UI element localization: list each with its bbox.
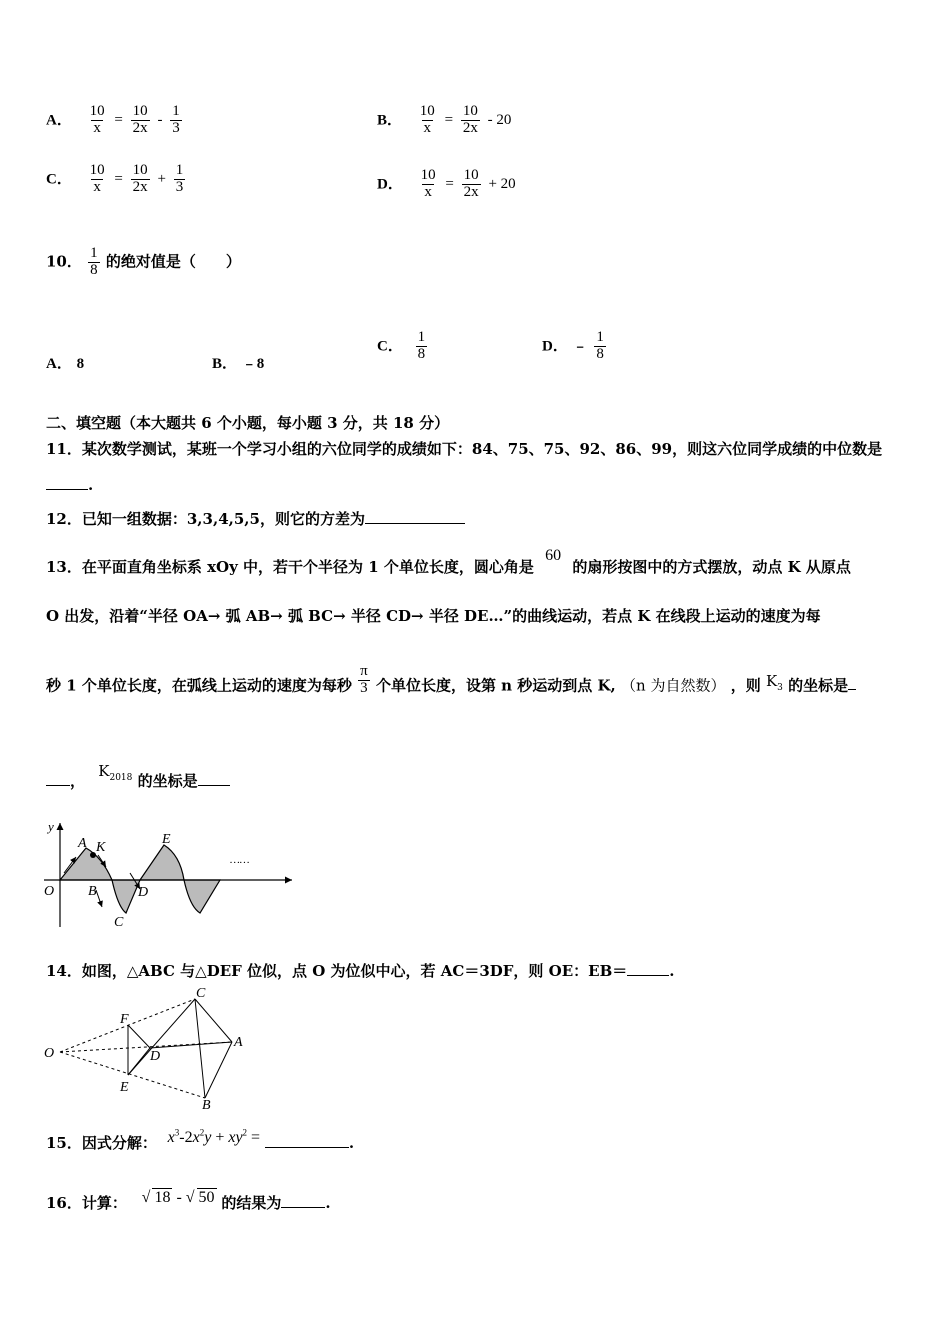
equals: = <box>114 112 123 129</box>
question-text: 的绝对值是（ ） <box>105 252 241 271</box>
equals: = <box>445 176 454 193</box>
sector-bcd <box>112 880 140 913</box>
k-subscript: 2018 <box>109 773 133 783</box>
k-subscript: 3 <box>777 683 783 694</box>
label-b: B <box>202 1098 211 1113</box>
operator: + <box>157 171 166 188</box>
q9-option-b <box>377 104 513 137</box>
period: . <box>88 476 94 494</box>
answer-blank[interactable] <box>198 771 230 786</box>
frac-den: x <box>423 119 432 136</box>
q13-line4 <box>46 762 230 793</box>
option-label: A． <box>46 112 72 129</box>
frac-num: 10 <box>89 103 105 119</box>
q16-text: 的结果为 <box>221 1194 282 1212</box>
q13-text: 的坐标是 <box>137 772 198 790</box>
label-a: A <box>234 1035 243 1050</box>
q10-option-a <box>46 352 84 373</box>
k-symbol: K <box>98 762 110 780</box>
label-o: O <box>44 884 55 899</box>
q12 <box>46 508 465 529</box>
minus-sign: ﹣ <box>572 338 588 355</box>
sector-ef <box>184 880 220 913</box>
natural-number-note: （n 为自然数） <box>621 676 726 695</box>
frac-num: π <box>360 663 368 679</box>
frac-den: 2x <box>132 178 148 195</box>
q15-expression: $x^3-2x^2y + xy^2$ = <box>167 1127 261 1146</box>
option-label: D． <box>542 338 568 355</box>
q13-text: 秒 1 个单位长度，在弧线上运动的速度为每秒 <box>46 676 352 695</box>
label-dots: …… <box>230 854 250 866</box>
frac-den: 2x <box>463 183 479 200</box>
option-value: ﹣8 <box>241 356 265 372</box>
frac-den: 8 <box>90 261 98 278</box>
q13-text: ，则 <box>730 676 761 695</box>
frac-num: 10 <box>132 103 148 119</box>
option-label: D． <box>377 176 403 193</box>
label-y: y <box>48 819 54 834</box>
q13-text: 的坐标是 <box>788 676 849 695</box>
frac-num: 1 <box>172 103 180 119</box>
q16 <box>46 1189 331 1213</box>
q11-text: 11．某次数学测试，某班一个学习小组的六位同学的成绩如下：84、75、75、92、86、99，则这六位同学成绩的中位数是 <box>46 440 883 458</box>
frac-num: 1 <box>417 329 426 345</box>
label-b: B <box>88 884 97 899</box>
option-value: 8 <box>76 356 85 372</box>
equals: = <box>444 112 454 129</box>
option-label: B． <box>377 112 403 129</box>
frac-num: 10 <box>462 103 478 119</box>
question-number: 10． <box>46 252 82 271</box>
tail-term: - 20 <box>487 112 512 129</box>
q16-expression: √ 18 - √ 50 <box>141 1189 215 1206</box>
frac-den: 2x <box>132 119 148 136</box>
frac-den: 3 <box>172 119 180 136</box>
label-k: K <box>96 840 106 855</box>
homothety-figure <box>40 985 260 1115</box>
option-label: C． <box>46 171 72 188</box>
period: . <box>325 1194 331 1212</box>
frac-den: x <box>93 119 101 136</box>
q16-label: 16．计算： <box>46 1194 127 1212</box>
q11-answer-line <box>46 475 93 494</box>
label-o: O <box>44 1046 55 1061</box>
q15-label: 15．因式分解： <box>46 1134 157 1152</box>
answer-blank[interactable] <box>265 1133 349 1148</box>
q14 <box>46 960 675 981</box>
q10-stem <box>46 246 241 279</box>
answer-blank[interactable] <box>848 675 856 690</box>
q9-option-a <box>46 104 183 137</box>
frac-num: 10 <box>89 162 105 178</box>
q15 <box>46 1127 355 1153</box>
option-label: C． <box>377 338 403 355</box>
q13-line3 <box>46 663 856 703</box>
option-label: A． <box>46 356 72 372</box>
frac-num: 10 <box>420 167 436 183</box>
q9-option-d <box>377 168 518 201</box>
sector-path-figure <box>40 815 302 933</box>
answer-blank[interactable] <box>46 475 88 490</box>
frac-num: 10 <box>463 167 479 183</box>
label-a: A <box>78 836 87 851</box>
q13-line1 <box>46 547 851 577</box>
label-c: C <box>196 986 206 1001</box>
q13-text: 13．在平面直角坐标系 xOy 中，若干个半径为 1 个单位长度，圆心角是 <box>46 558 534 576</box>
minus: - <box>176 1189 182 1206</box>
frac-num: 1 <box>175 162 184 178</box>
period: . <box>669 962 675 980</box>
q13-line2: O 出发，沿着“半径 OA→ 弧 AB→ 弧 BC→ 半径 CD→ 半径 DE…”的曲线运动，若点 K 在线段上运动的速度为每 <box>46 607 821 625</box>
label-d: D <box>138 885 149 900</box>
angle-value: 60 <box>545 547 562 564</box>
frac-den: 8 <box>417 345 426 362</box>
q10-option-c <box>377 330 428 363</box>
frac-num: 10 <box>132 162 148 178</box>
q12-text: 12．已知一组数据：3,3,4,5,5，则它的方差为 <box>46 510 365 528</box>
label-d: D <box>150 1049 161 1064</box>
operator: - <box>157 112 163 129</box>
q10-option-d <box>542 330 607 363</box>
comma: ， <box>70 772 86 790</box>
q13-text: 个单位长度，设第 n 秒运动到点 K, <box>375 676 616 695</box>
frac-num: 1 <box>596 329 604 345</box>
radicand: 18 <box>154 1189 171 1206</box>
frac-den: 2x <box>462 119 478 136</box>
answer-blank[interactable] <box>46 771 70 786</box>
frac-den: x <box>93 178 101 195</box>
frac-num: 1 <box>90 245 98 261</box>
q10-option-b <box>212 352 264 373</box>
label-c: C <box>114 915 124 930</box>
frac-den: 3 <box>175 178 184 195</box>
label-e: E <box>120 1080 129 1095</box>
sector-de <box>140 845 184 880</box>
tail-term: + 20 <box>488 176 516 193</box>
option-label: B． <box>212 356 238 372</box>
q14-text: 14．如图，△ABC 与△DEF 位似，点 O 为位似中心，若 AC＝3DF，则 OE：EB＝ <box>46 962 628 980</box>
q13-text: 的扇形按图中的方式摆放，动点 K 从原点 <box>572 558 851 576</box>
label-f: F <box>120 1012 129 1027</box>
section-title: 二、填空题（本大题共 6 个小题，每小题 3 分，共 18 分） <box>46 414 450 432</box>
label-e: E <box>162 832 171 847</box>
q9-option-c <box>46 163 186 196</box>
answer-blank[interactable] <box>281 1193 325 1208</box>
k-symbol: K <box>765 672 778 691</box>
frac-den: 3 <box>360 679 368 696</box>
radicand: 50 <box>198 1189 215 1206</box>
equals: = <box>114 171 123 188</box>
frac-den: 8 <box>596 345 604 362</box>
answer-blank[interactable] <box>627 961 669 976</box>
frac-num: 10 <box>419 103 435 119</box>
answer-blank[interactable] <box>365 509 465 524</box>
period: . <box>348 1134 355 1152</box>
frac-den: x <box>424 183 432 200</box>
